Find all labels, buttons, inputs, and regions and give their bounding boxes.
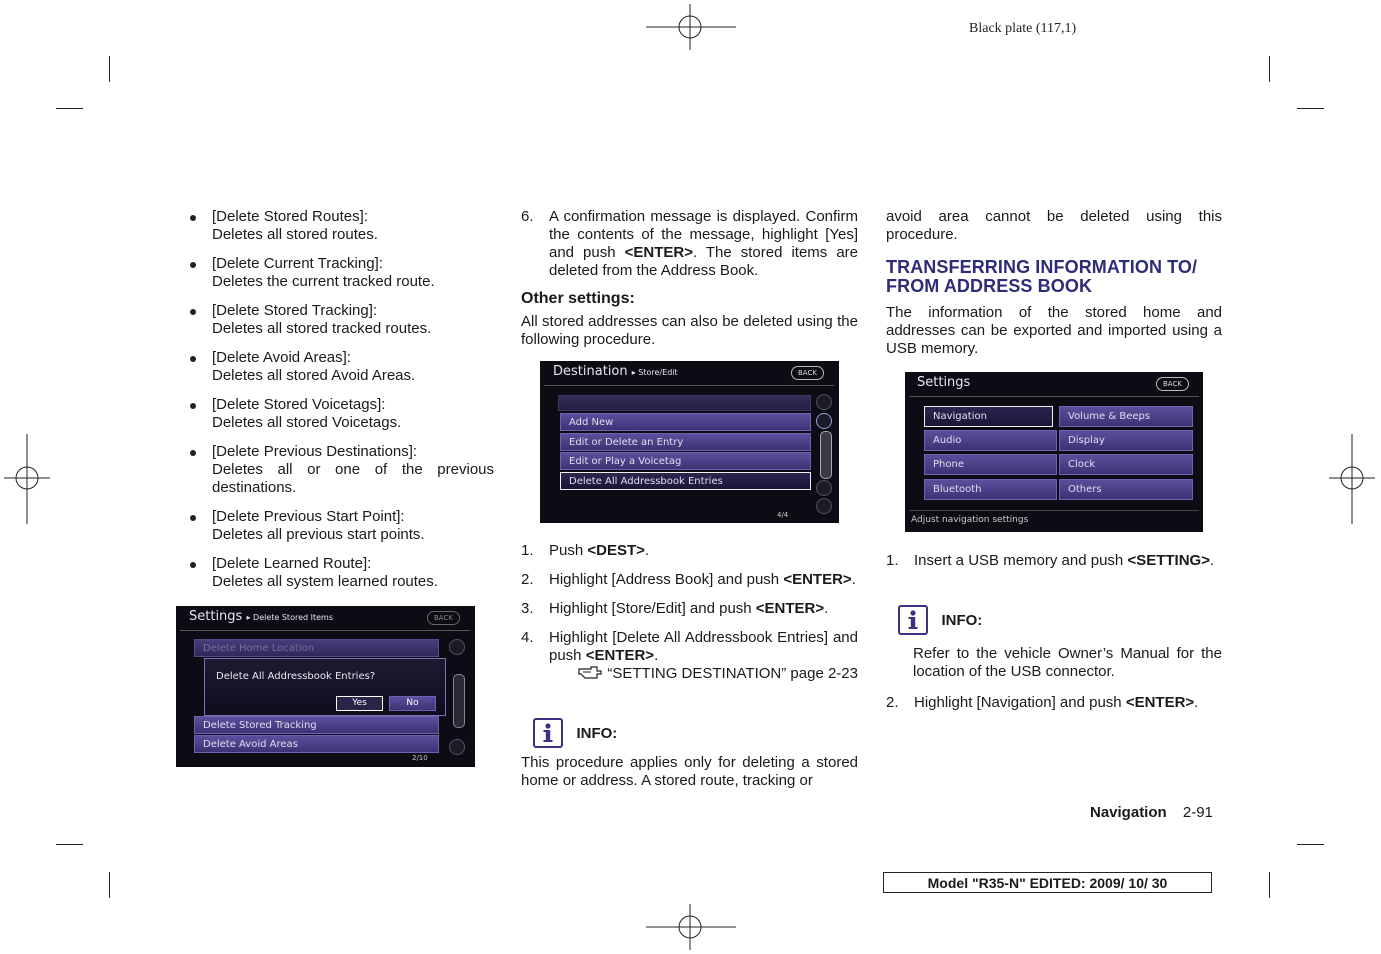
header-line xyxy=(180,630,470,631)
no-button[interactable]: No xyxy=(389,696,436,711)
list-item: [Delete Stored Voicetags]: Deletes all stored Voicetags. xyxy=(184,396,494,432)
page-number: 2-91 xyxy=(1182,804,1213,821)
bullet-icon xyxy=(190,356,196,362)
section-name: Navigation xyxy=(1090,804,1167,821)
menu-item-clock[interactable]: Clock xyxy=(1059,454,1193,475)
menu-item-others[interactable]: Others xyxy=(1059,479,1193,500)
right-column xyxy=(886,208,1222,358)
step-1: 1. Push <DEST>. xyxy=(521,542,650,559)
right-step-2 xyxy=(886,694,1222,723)
scroll-down-icon[interactable] xyxy=(816,498,832,514)
menu-row[interactable]: Delete Avoid Areas xyxy=(194,735,439,753)
list-item: [Delete Learned Route]: Deletes all system learned routes. xyxy=(184,555,494,591)
menu-row[interactable]: Edit or Delete an Entry xyxy=(560,433,811,451)
list-item: [Delete Stored Routes]: Deletes all stored routes. xyxy=(184,208,494,244)
header-line xyxy=(544,385,834,386)
scroll-down-icon[interactable] xyxy=(816,480,832,496)
list-item: [Delete Stored Tracking]: Deletes all stored tracked routes. xyxy=(184,302,494,338)
crop-mark xyxy=(1269,56,1270,82)
info-icon xyxy=(898,605,928,635)
registration-mark-icon xyxy=(4,434,50,524)
step-1: 1. Insert a USB memory and push <SETTING>. xyxy=(886,552,1215,569)
plate-label: Black plate (117,1) xyxy=(969,21,1077,36)
info-label: INFO: xyxy=(576,724,618,742)
screen-title: Settings ▸ Delete Stored Items xyxy=(189,609,333,624)
scroll-up-icon[interactable] xyxy=(816,394,832,410)
page-reference: “SETTING DESTINATION” page 2-23 xyxy=(521,665,858,683)
crop-mark xyxy=(1297,108,1324,109)
step-6: 6. A confirmation message is displayed. Confirm the contents of the message, highlight [Yes] and push <ENTER>. The stored items are deleted from the Address Book. xyxy=(521,208,859,279)
info-icon xyxy=(533,718,563,748)
paragraph: All stored addresses can also be deleted using the following procedure. xyxy=(521,313,858,348)
list-item: [Delete Avoid Areas]: Deletes all stored Avoid Areas. xyxy=(184,349,494,385)
middle-column xyxy=(521,208,858,349)
menu-row xyxy=(558,395,811,411)
scroll-up-icon[interactable] xyxy=(816,413,832,429)
registration-mark-icon xyxy=(1329,434,1375,524)
page-indicator: 2/10 xyxy=(412,754,428,762)
list-item: [Delete Previous Start Point]: Deletes all previous start points. xyxy=(184,508,494,544)
left-column xyxy=(184,208,494,602)
menu-item-phone[interactable]: Phone xyxy=(924,454,1057,475)
step-4: 4. Highlight [Delete All Addressbook Entries] and push <ENTER>. xyxy=(521,629,858,664)
bullet-icon xyxy=(190,262,196,268)
page-footer xyxy=(1090,804,1213,821)
info-block xyxy=(533,718,617,748)
back-button[interactable]: BACK xyxy=(791,366,824,380)
menu-row[interactable]: Delete Stored Tracking xyxy=(194,716,439,734)
reference-hand-icon xyxy=(577,666,603,680)
middle-steps xyxy=(521,542,858,683)
info-text: Refer to the vehicle Owner’s Manual for the location of the USB connector. xyxy=(913,645,1222,680)
info-text: This procedure applies only for deleting a stored home or address. A stored route, tracking or xyxy=(521,754,858,789)
bullet-icon xyxy=(190,309,196,315)
list-item: [Delete Previous Destinations]: Deletes all or one of the previous destinations. xyxy=(184,443,494,497)
list-item: [Delete Current Tracking]: Deletes the current tracked route. xyxy=(184,255,494,291)
crop-mark xyxy=(1297,844,1324,845)
status-line xyxy=(909,510,1199,511)
screen-title: Settings xyxy=(917,375,971,390)
info-label: INFO: xyxy=(941,611,983,629)
menu-row-selected[interactable]: Delete All Addressbook Entries xyxy=(560,472,811,490)
paragraph: avoid area cannot be deleted using this procedure. xyxy=(886,208,1222,243)
dialog-message: Delete All Addressbook Entries? xyxy=(216,671,376,682)
menu-row[interactable]: Add New xyxy=(560,413,811,431)
model-edited-box: Model "R35-N" EDITED: 2009/ 10/ 30 xyxy=(883,872,1212,893)
bullet-icon xyxy=(190,215,196,221)
section-heading: TRANSFERRING INFORMATION TO/ FROM ADDRESS BOOK xyxy=(886,257,1198,296)
section-subtitle: Other settings: xyxy=(521,290,635,307)
registration-mark-icon xyxy=(646,4,736,50)
crop-mark xyxy=(56,108,83,109)
menu-item-volume-beeps[interactable]: Volume & Beeps xyxy=(1059,406,1193,427)
crop-mark xyxy=(109,56,110,82)
crop-mark xyxy=(1269,872,1270,898)
registration-mark-icon xyxy=(646,904,736,950)
status-text: Adjust navigation settings xyxy=(911,515,1029,525)
settings-delete-screen xyxy=(176,606,475,767)
back-button[interactable]: BACK xyxy=(1156,377,1189,391)
header-line xyxy=(909,396,1199,397)
scrollbar[interactable] xyxy=(820,431,832,479)
back-button[interactable]: BACK xyxy=(427,611,460,625)
info-block xyxy=(898,605,982,635)
scrollbar[interactable] xyxy=(453,674,465,728)
bullet-icon xyxy=(190,562,196,568)
bullet-icon xyxy=(190,403,196,409)
crop-mark xyxy=(109,872,110,898)
bullet-icon xyxy=(190,515,196,521)
crop-mark xyxy=(56,844,83,845)
menu-item-audio[interactable]: Audio xyxy=(924,430,1057,451)
step-2: 2. Highlight [Navigation] and push <ENTER>. xyxy=(886,694,1199,711)
menu-item-bluetooth[interactable]: Bluetooth xyxy=(924,479,1057,500)
paragraph: The information of the stored home and addresses can be exported and imported using a USB memory. xyxy=(886,304,1222,357)
bullet-icon xyxy=(190,450,196,456)
scroll-down-icon[interactable] xyxy=(449,739,465,755)
step-2: 2. Highlight [Address Book] and push <ENTER>. xyxy=(521,571,856,588)
yes-button[interactable]: Yes xyxy=(336,696,383,711)
menu-item-display[interactable]: Display xyxy=(1059,430,1193,451)
scroll-up-icon[interactable] xyxy=(449,639,465,655)
menu-row[interactable]: Edit or Play a Voicetag xyxy=(560,452,811,470)
destination-store-edit-screen xyxy=(540,361,839,523)
settings-screen xyxy=(905,372,1203,532)
screen-title: Destination ▸ Store/Edit xyxy=(553,364,678,379)
step-3: 3. Highlight [Store/Edit] and push <ENTER>. xyxy=(521,600,829,617)
menu-item-navigation[interactable]: Navigation xyxy=(924,406,1053,427)
right-steps xyxy=(886,552,1222,581)
menu-row[interactable]: Delete Home Location xyxy=(194,639,439,657)
page-indicator: 4/4 xyxy=(777,511,789,519)
